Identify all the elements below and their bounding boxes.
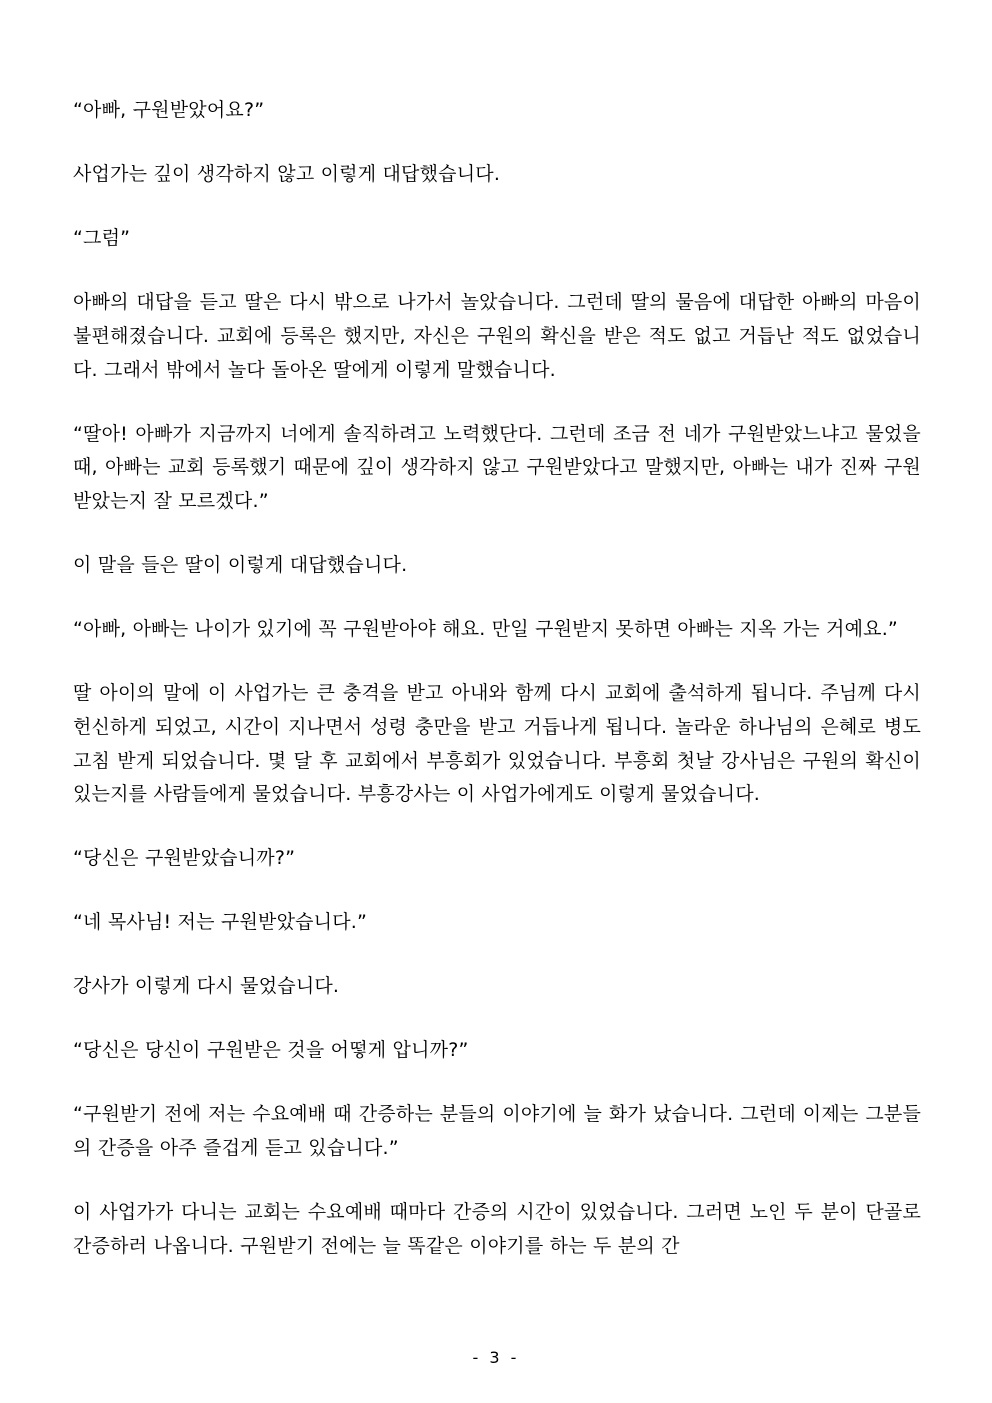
paragraph-narration-2: 아빠의 대답을 듣고 딸은 다시 밖으로 나가서 놀았습니다. 그런데 딸의 물음에 대답한 아빠의 마음이 불편해졌습니다. 교회에 등록은 했지만, 자신은 구원의 확신을 받은 적도 없고 거듭난 적도 없었습니다. 그래서 밖에서 놀다 돌아온 딸에게 이렇게 말했습니다.	[73, 290, 928, 381]
paragraph-quote-2: “그럼”	[73, 226, 131, 249]
paragraph-narration-6: 이 사업가가 다니는 교회는 수요예배 때마다 간증의 시간이 있었습니다. 그러면 노인 두 분이 단골로 간증하러 나옵니다. 구원받기 전에는 늘 똑같은 이야기를 하는 두 분의 간	[73, 1201, 928, 1257]
paragraph-narration-3: 이 말을 들은 딸이 이렇게 대답했습니다.	[73, 554, 408, 577]
page-number: - 3 -	[472, 1348, 520, 1367]
paragraph-narration-5: 강사가 이렇게 다시 물었습니다.	[73, 975, 340, 998]
paragraph-quote-3: “딸아! 아빠가 지금까지 너에게 솔직하려고 노력했단다. 그런데 조금 전 네가 구원받았느냐고 물었을 때, 아빠는 교회 등록했기 때문에 깊이 생각하지 않고 구원받았다고 말했지만, 아빠는 내가 진짜 구원받았는지 잘 모르겠다.”	[73, 422, 928, 513]
paragraph-quote-7: “당신은 당신이 구원받은 것을 어떻게 압니까?”	[73, 1039, 469, 1062]
paragraph-narration-1: 사업가는 깊이 생각하지 않고 이렇게 대답했습니다.	[73, 162, 501, 185]
paragraph-quote-8: “구원받기 전에 저는 수요예배 때 간증하는 분들의 이야기에 늘 화가 났습니다. 그런데 이제는 그분들의 간증을 아주 즐겁게 듣고 있습니다.”	[73, 1103, 921, 1160]
paragraph-quote-5: “당신은 구원받았습니까?”	[73, 847, 296, 870]
paragraph-narration-4: 딸 아이의 말에 이 사업가는 큰 충격을 받고 아내와 함께 다시 교회에 출석하게 됩니다. 주님께 다시 헌신하게 되었고, 시간이 지나면서 성령 충만을 받고 거듭나게 됩니다. 놀라운 하나님의 은혜로 병도 고침 받게 되었습니다. 몇 달 후 교회에서 부흥회가 있었습니다. 부흥회 첫날 강사님은 구원의 확신이 있는지를 사람들에게 물었습니다. 부흥강사는 이 사업가에게도 이렇게 물었습니다.	[73, 682, 928, 806]
paragraph-quote-1: “아빠, 구원받았어요?”	[73, 99, 265, 121]
paragraph-quote-6: “네 목사님! 저는 구원받았습니다.”	[73, 911, 368, 934]
document-body	[73, 94, 928, 1294]
paragraph-quote-4: “아빠, 아빠는 나이가 있기에 꼭 구원받아야 해요. 만일 구원받지 못하면 아빠는 지옥 가는 거예요.”	[73, 618, 898, 641]
